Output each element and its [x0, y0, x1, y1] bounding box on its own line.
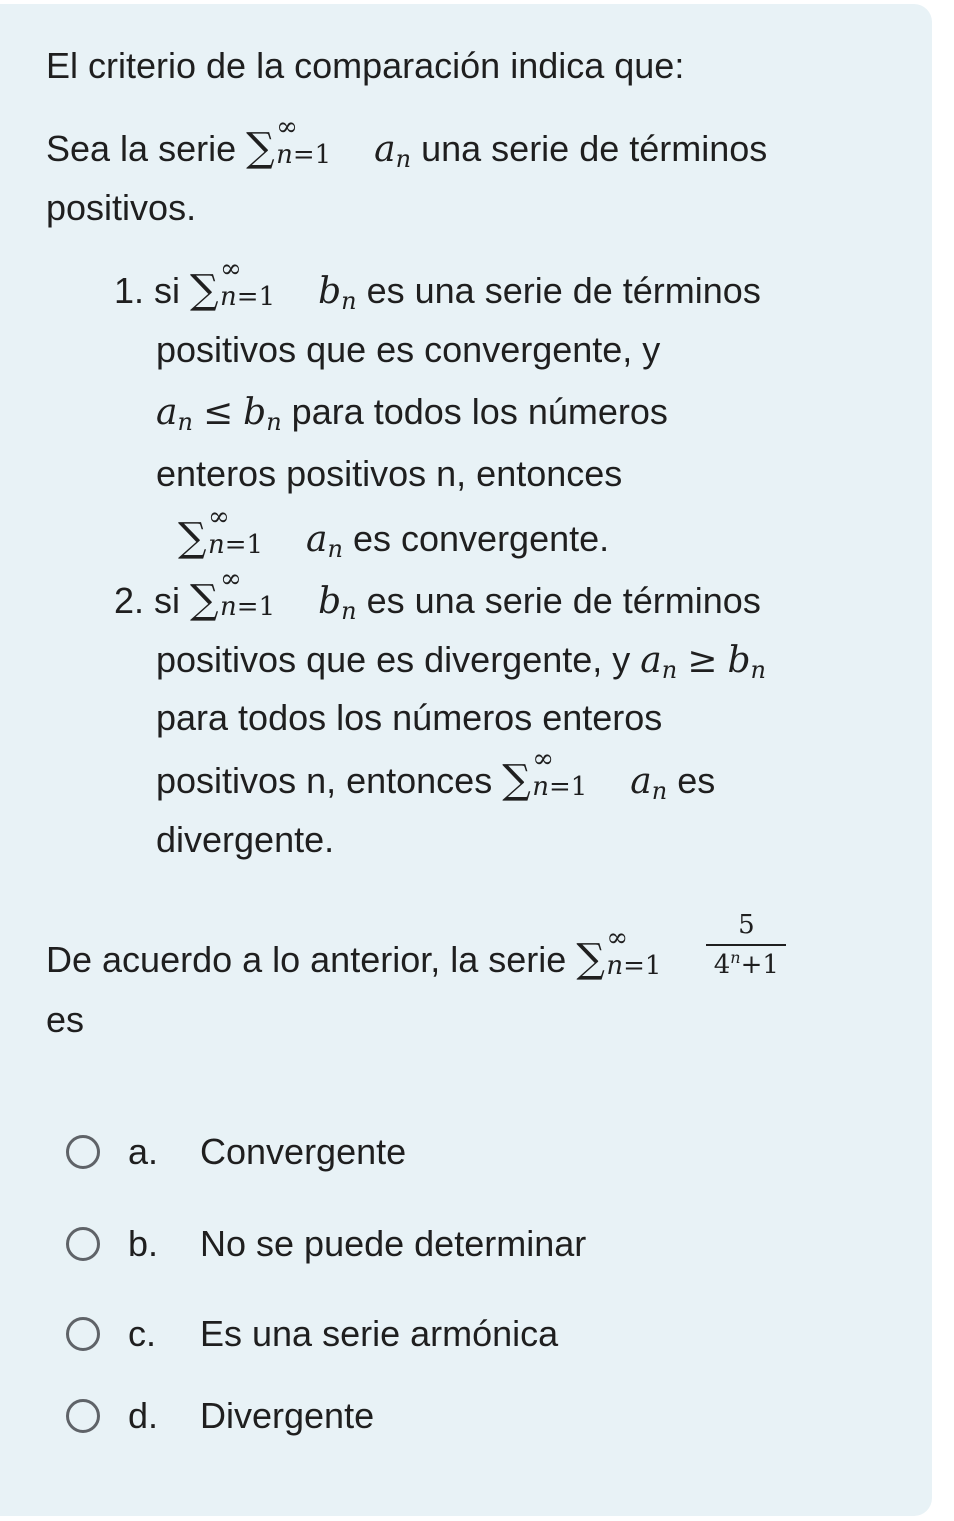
title-text: El criterio de la comparación indica que: — [46, 45, 685, 86]
option-letter: b. — [128, 1223, 159, 1264]
item1-line3: $a_n \le b_n$ para todos los números — [156, 391, 668, 436]
radio-button[interactable] — [66, 1317, 100, 1351]
option-letter: c. — [128, 1313, 157, 1354]
radio-button[interactable] — [66, 1135, 100, 1169]
term-a-n: $a_n$ — [630, 761, 668, 805]
option-d[interactable] — [66, 1394, 375, 1438]
option-label: Convergente — [200, 1131, 407, 1172]
sum-b-item1: ∑ ∞ n=1 — [190, 254, 276, 313]
item2-line1: 2. si ∑ ∞ n=1 $b_n$ es una serie de términos — [114, 564, 761, 625]
intro-line2 — [46, 187, 197, 228]
term-a-n: $a_n$ — [306, 519, 343, 563]
question-title — [46, 45, 685, 86]
option-label: Es una serie armónica — [200, 1313, 559, 1354]
intro-line — [46, 112, 768, 173]
item2-number: 2. si — [114, 580, 181, 621]
item1-line5: ∑ ∞ n=1 $a_n$ es convergente. — [178, 502, 610, 563]
radio-button[interactable] — [66, 1227, 100, 1261]
fraction-numerator: 5 — [738, 910, 755, 940]
question-card — [0, 4, 932, 1516]
geq-symbol: ≥ — [687, 640, 718, 681]
intro-suffix: una serie de términos — [421, 128, 768, 169]
term-b-n: $b_n$ — [727, 640, 766, 684]
term-b-n: $b_n$ — [243, 392, 282, 436]
conclusion-prefix: De acuerdo a lo anterior, la serie — [46, 939, 567, 980]
term-a-n: $a_n$ — [374, 129, 412, 173]
sum-b-item2: ∑ ∞ n=1 — [190, 564, 276, 623]
item1-line1 — [114, 254, 761, 315]
conclusion-line — [46, 910, 788, 988]
option-letter: d. — [128, 1395, 159, 1436]
option-label: Divergente — [200, 1395, 375, 1436]
item2-line3: para todos los números enteros — [156, 697, 663, 738]
term-b-n: $b_n$ — [318, 581, 357, 625]
intro-line2-text: positivos. — [46, 187, 197, 228]
sum-fraction: ∑ ∞ n=1 — [576, 923, 662, 982]
item1-number: 1. si — [114, 270, 181, 311]
term-a-n: $a_n$ — [640, 640, 678, 684]
sum-a-item1: ∑ ∞ n=1 — [178, 502, 264, 561]
option-b[interactable] — [66, 1222, 587, 1266]
sum-a-item2: ∑ ∞ n=1 — [502, 744, 588, 803]
option-c[interactable] — [66, 1312, 559, 1356]
option-letter: a. — [128, 1131, 159, 1172]
item1-suffix: es una serie de términos — [366, 270, 761, 311]
leq-symbol: ≤ — [202, 392, 234, 433]
sigma-symbol: ∑ — [246, 125, 275, 171]
option-label: No se puede determinar — [200, 1223, 587, 1264]
sum-lower-limit: n=1 — [276, 140, 332, 170]
option-a[interactable] — [66, 1130, 407, 1174]
item2-line5: divergente. — [156, 819, 335, 860]
item1-line2: positivos que es convergente, y — [156, 329, 661, 370]
term-a-n: $a_n$ — [156, 392, 193, 436]
item2-line2: positivos que es divergente, y $a_n \ge b_n$ — [156, 639, 766, 684]
intro-prefix: Sea la serie — [46, 128, 237, 169]
item2-line4: positivos n, entonces ∑ ∞ n=1 $a_n$ es — [156, 744, 716, 805]
fraction-denominator: $4^n+1$ — [713, 948, 779, 980]
item1-line4: enteros positivos n, entonces — [156, 453, 623, 494]
conclusion-line2: es — [46, 999, 85, 1040]
sum-upper-limit: ∞ — [276, 112, 298, 142]
radio-button[interactable] — [66, 1399, 100, 1433]
sum-a-intro — [246, 112, 364, 171]
fraction-bar — [706, 944, 786, 946]
fraction-term — [704, 910, 788, 988]
term-b-n: $b_n$ — [318, 271, 357, 315]
